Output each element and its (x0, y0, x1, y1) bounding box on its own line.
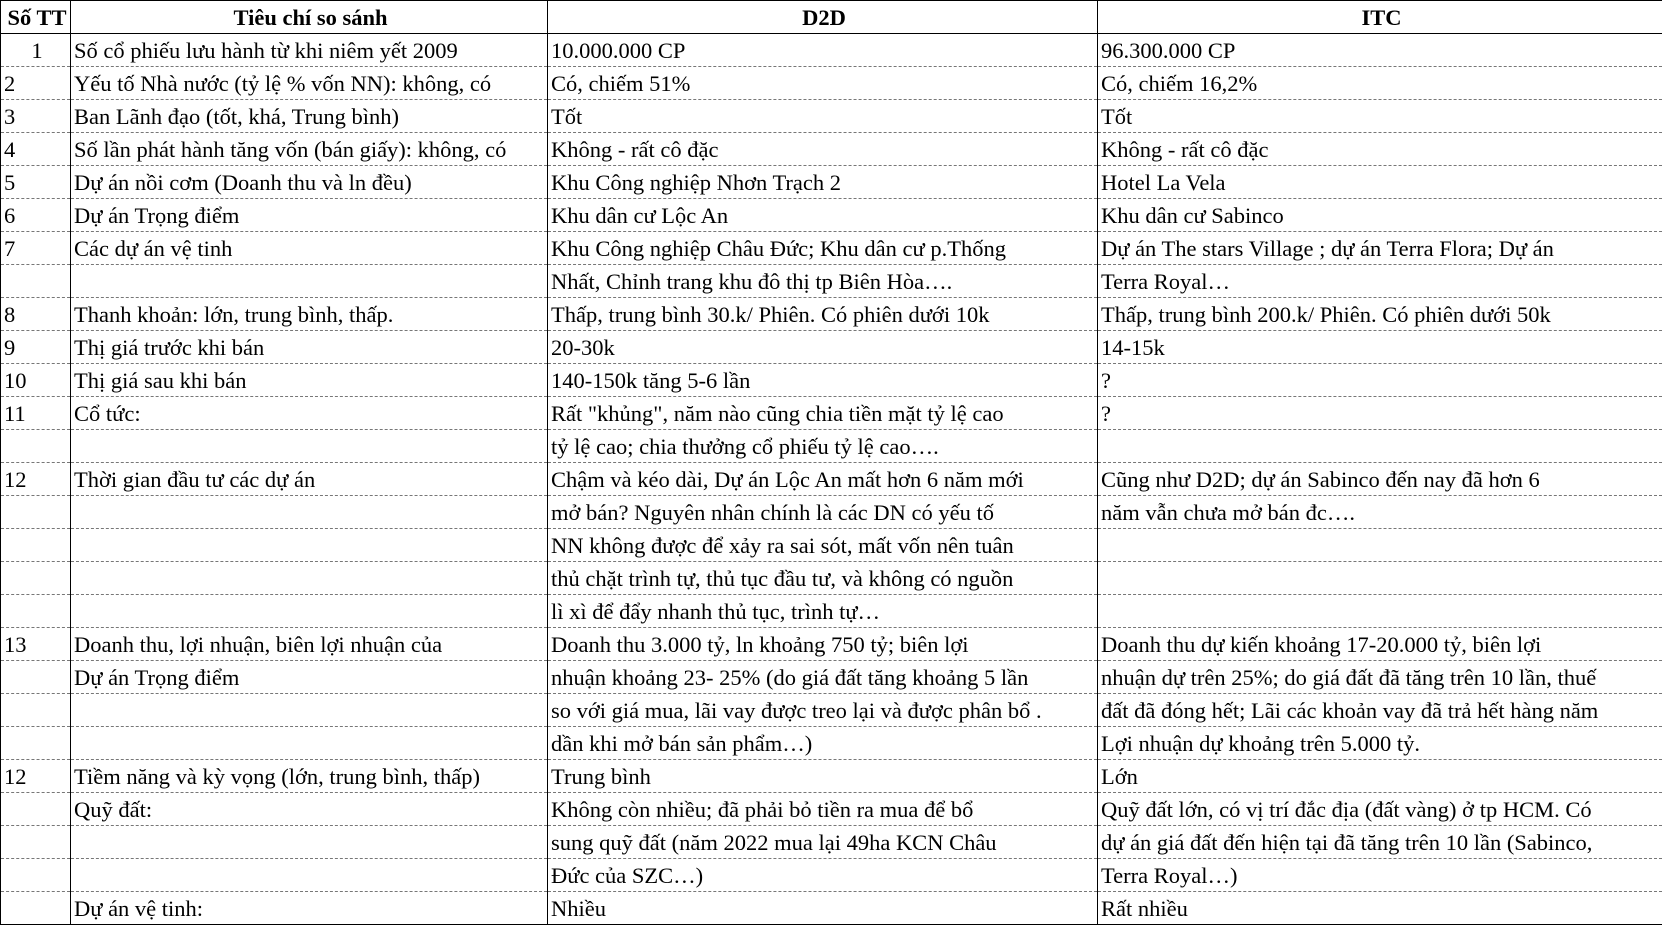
cell-criteria: Cổ tức: (71, 397, 548, 430)
table-row (1, 727, 1662, 760)
cell-d2d: 10.000.000 CP (548, 34, 1098, 67)
cell-criteria: Dự án vệ tinh: (71, 892, 548, 925)
cell-stt (1, 793, 71, 826)
header-cell-itc: ITC (1098, 1, 1662, 34)
table-row (1, 463, 1662, 496)
table-row (1, 496, 1662, 529)
table-row (1, 364, 1662, 397)
cell-stt (1, 496, 71, 529)
table-row (1, 133, 1662, 166)
cell-d2d: Tốt (548, 100, 1098, 133)
cell-itc: dự án giá đất đến hiện tại đã tăng trên 10 lần (Sabinco, (1098, 826, 1662, 859)
cell-stt: 4 (1, 133, 71, 166)
table-row (1, 265, 1662, 298)
cell-criteria: Thời gian đầu tư các dự án (71, 463, 548, 496)
cell-itc (1098, 430, 1662, 463)
cell-stt: 11 (1, 397, 71, 430)
table-row (1, 166, 1662, 199)
cell-d2d: 140-150k tăng 5-6 lần (548, 364, 1098, 397)
table-row (1, 67, 1662, 100)
cell-itc: Thấp, trung bình 200.k/ Phiên. Có phiên dưới 50k (1098, 298, 1662, 331)
table-row (1, 100, 1662, 133)
cell-itc: Rất nhiều (1098, 892, 1662, 925)
cell-stt (1, 661, 71, 694)
cell-criteria: Thanh khoản: lớn, trung bình, thấp. (71, 298, 548, 331)
cell-itc: 96.300.000 CP (1098, 34, 1662, 67)
cell-d2d: Rất "khủng", năm nào cũng chia tiền mặt tỷ lệ cao (548, 397, 1098, 430)
cell-stt: 12 (1, 760, 71, 793)
cell-criteria: Ban Lãnh đạo (tốt, khá, Trung bình) (71, 100, 548, 133)
cell-d2d: Trung bình (548, 760, 1098, 793)
table-row (1, 397, 1662, 430)
cell-stt: 13 (1, 628, 71, 661)
cell-itc: nhuận dự trên 25%; do giá đất đã tăng trên 10 lần, thuế (1098, 661, 1662, 694)
cell-criteria (71, 430, 548, 463)
cell-d2d: sung quỹ đất (năm 2022 mua lại 49ha KCN Châu (548, 826, 1098, 859)
cell-d2d: NN không được để xảy ra sai sót, mất vốn nên tuân (548, 529, 1098, 562)
cell-stt (1, 694, 71, 727)
cell-d2d: so với giá mua, lãi vay được treo lại và được phân bổ . (548, 694, 1098, 727)
cell-d2d: Khu Công nghiệp Châu Đức; Khu dân cư p.Thống (548, 232, 1098, 265)
header-cell-criteria: Tiêu chí so sánh (71, 1, 548, 34)
cell-d2d: mở bán? Nguyên nhân chính là các DN có yếu tố (548, 496, 1098, 529)
cell-criteria: Số cổ phiếu lưu hành từ khi niêm yết 2009 (71, 34, 548, 67)
cell-criteria (71, 826, 548, 859)
header-cell-d2d: D2D (548, 1, 1098, 34)
cell-criteria: Doanh thu, lợi nhuận, biên lợi nhuận của (71, 628, 548, 661)
cell-stt: 1 (1, 34, 71, 67)
cell-stt (1, 529, 71, 562)
cell-criteria (71, 496, 548, 529)
cell-criteria (71, 694, 548, 727)
cell-itc: Quỹ đất lớn, có vị trí đắc địa (đất vàng) ở tp HCM. Có (1098, 793, 1662, 826)
table-row (1, 562, 1662, 595)
cell-stt: 6 (1, 199, 71, 232)
cell-criteria: Dự án Trọng điểm (71, 661, 548, 694)
cell-itc: năm vẫn chưa mở bán đc…. (1098, 496, 1662, 529)
cell-itc: Hotel La Vela (1098, 166, 1662, 199)
table-row (1, 826, 1662, 859)
cell-itc: Lớn (1098, 760, 1662, 793)
cell-itc: Cũng như D2D; dự án Sabinco đến nay đã hơn 6 (1098, 463, 1662, 496)
table-row (1, 760, 1662, 793)
cell-stt (1, 727, 71, 760)
cell-d2d: tỷ lệ cao; chia thưởng cổ phiếu tỷ lệ cao…. (548, 430, 1098, 463)
cell-criteria (71, 595, 548, 628)
cell-itc: Tốt (1098, 100, 1662, 133)
cell-criteria (71, 265, 548, 298)
cell-itc (1098, 529, 1662, 562)
cell-stt (1, 859, 71, 892)
cell-stt (1, 430, 71, 463)
cell-criteria: Dự án nồi cơm (Doanh thu và ln đều) (71, 166, 548, 199)
cell-d2d: Chậm và kéo dài, Dự án Lộc An mất hơn 6 năm mới (548, 463, 1098, 496)
cell-itc: ? (1098, 364, 1662, 397)
cell-stt: 2 (1, 67, 71, 100)
cell-d2d: Khu dân cư Lộc An (548, 199, 1098, 232)
cell-itc (1098, 595, 1662, 628)
table-row (1, 331, 1662, 364)
cell-d2d: Nhất, Chỉnh trang khu đô thị tp Biên Hòa…. (548, 265, 1098, 298)
table-row (1, 199, 1662, 232)
cell-d2d: Không - rất cô đặc (548, 133, 1098, 166)
cell-d2d: Doanh thu 3.000 tỷ, ln khoảng 750 tỷ; biên lợi (548, 628, 1098, 661)
cell-d2d: thủ chặt trình tự, thủ tục đầu tư, và không có nguồn (548, 562, 1098, 595)
cell-itc: Khu dân cư Sabinco (1098, 199, 1662, 232)
cell-stt (1, 892, 71, 925)
cell-d2d: Đức của SZC…) (548, 859, 1098, 892)
cell-itc: Terra Royal… (1098, 265, 1662, 298)
table-row (1, 859, 1662, 892)
cell-d2d: Có, chiếm 51% (548, 67, 1098, 100)
header-cell-stt: Số TT (1, 1, 71, 34)
cell-stt (1, 595, 71, 628)
cell-stt: 3 (1, 100, 71, 133)
table-row (1, 628, 1662, 661)
header-row (1, 1, 1662, 34)
cell-d2d: nhuận khoảng 23- 25% (do giá đất tăng khoảng 5 lần (548, 661, 1098, 694)
cell-stt: 5 (1, 166, 71, 199)
cell-itc: Terra Royal…) (1098, 859, 1662, 892)
table-row (1, 298, 1662, 331)
cell-criteria: Tiềm năng và kỳ vọng (lớn, trung bình, thấp) (71, 760, 548, 793)
cell-d2d: lì xì để đẩy nhanh thủ tục, trình tự… (548, 595, 1098, 628)
cell-itc (1098, 562, 1662, 595)
table-row (1, 34, 1662, 67)
cell-d2d: Thấp, trung bình 30.k/ Phiên. Có phiên dưới 10k (548, 298, 1098, 331)
cell-stt: 10 (1, 364, 71, 397)
cell-itc: Lợi nhuận dự khoảng trên 5.000 tỷ. (1098, 727, 1662, 760)
cell-criteria: Quỹ đất: (71, 793, 548, 826)
cell-criteria (71, 859, 548, 892)
cell-criteria: Số lần phát hành tăng vốn (bán giấy): không, có (71, 133, 548, 166)
table-body (1, 34, 1662, 925)
cell-stt (1, 265, 71, 298)
cell-d2d: dần khi mở bán sản phẩm…) (548, 727, 1098, 760)
cell-itc: Không - rất cô đặc (1098, 133, 1662, 166)
cell-itc: đất đã đóng hết; Lãi các khoản vay đã trả hết hàng năm (1098, 694, 1662, 727)
cell-itc: ? (1098, 397, 1662, 430)
cell-d2d: 20-30k (548, 331, 1098, 364)
table-row (1, 529, 1662, 562)
cell-stt (1, 826, 71, 859)
table-row (1, 694, 1662, 727)
cell-d2d: Nhiều (548, 892, 1098, 925)
cell-criteria (71, 529, 548, 562)
cell-criteria: Các dự án vệ tinh (71, 232, 548, 265)
cell-criteria: Thị giá sau khi bán (71, 364, 548, 397)
table-row (1, 661, 1662, 694)
cell-stt: 9 (1, 331, 71, 364)
cell-criteria: Yếu tố Nhà nước (tỷ lệ % vốn NN): không, có (71, 67, 548, 100)
cell-d2d: Khu Công nghiệp Nhơn Trạch 2 (548, 166, 1098, 199)
cell-itc: Dự án The stars Village ; dự án Terra Flora; Dự án (1098, 232, 1662, 265)
cell-criteria (71, 562, 548, 595)
cell-stt (1, 562, 71, 595)
cell-stt: 12 (1, 463, 71, 496)
table-row (1, 430, 1662, 463)
table-row (1, 793, 1662, 826)
cell-itc: 14-15k (1098, 331, 1662, 364)
cell-criteria: Thị giá trước khi bán (71, 331, 548, 364)
table-row (1, 892, 1662, 925)
cell-itc: Có, chiếm 16,2% (1098, 67, 1662, 100)
table-row (1, 232, 1662, 265)
table-row (1, 595, 1662, 628)
cell-stt: 8 (1, 298, 71, 331)
cell-criteria (71, 727, 548, 760)
cell-d2d: Không còn nhiều; đã phải bỏ tiền ra mua để bổ (548, 793, 1098, 826)
cell-stt: 7 (1, 232, 71, 265)
cell-criteria: Dự án Trọng điểm (71, 199, 548, 232)
cell-itc: Doanh thu dự kiến khoảng 17-20.000 tỷ, biên lợi (1098, 628, 1662, 661)
